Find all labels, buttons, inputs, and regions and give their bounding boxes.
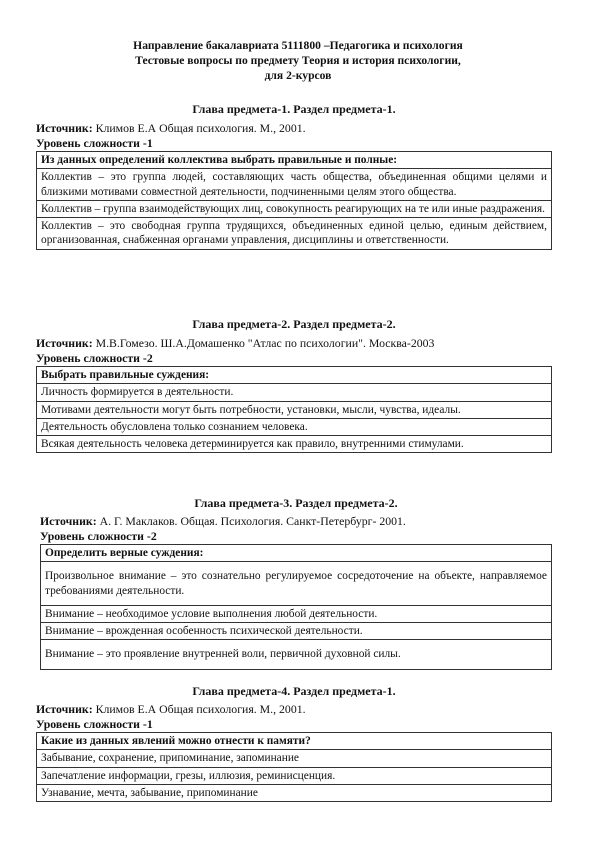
source-label: Источник: [40, 514, 97, 528]
answer-option[interactable]: Личность формируется в деятельности. [37, 384, 552, 401]
answer-option[interactable]: Коллектив – группа взаимодействующих лиц, совокупность реагирующих на те или иные раздражения. [37, 200, 552, 217]
source-text: Климов Е.А Общая психология. М., 2001. [92, 121, 306, 135]
source-line [36, 336, 552, 351]
answer-option[interactable]: Запечатление информации, грезы, иллюзия, реминисценция. [37, 767, 552, 784]
answer-option[interactable]: Внимание – это проявление внутренней воли, первичной духовной силы. [41, 640, 552, 669]
answer-option[interactable]: Коллектив – это группа людей, составляющих часть общества, объединенная общими целями и близкими мотивами совместной деятельности, подчиненными целям этого общества. [37, 169, 552, 201]
source-line [36, 702, 552, 717]
header-line-2: Тестовые вопросы по предмету Теория и история психологии, [135, 54, 461, 67]
chapter-heading: Глава предмета-3. Раздел предмета-2. [194, 496, 398, 510]
source-text: М.В.Гомезо. Ш.А.Домашенко "Атлас по психологии". Москва-2003 [92, 336, 435, 350]
question-text: Выбрать правильные суждения: [37, 367, 552, 384]
question-text: Какие из данных явлений можно отнести к памяти? [37, 733, 552, 750]
test-section-1 [36, 102, 552, 250]
answer-option[interactable]: Коллектив – это свободная группа трудящихся, объединенных единой целью, единым действием, организованная, снабженная органами управления, дисциплины и ответственности. [37, 218, 552, 250]
question-table [36, 732, 552, 802]
test-section-3 [40, 496, 552, 670]
test-section-4 [36, 684, 552, 802]
question-text: Из данных определений коллектива выбрать правильные и полные: [37, 152, 552, 169]
chapter-heading: Глава предмета-2. Раздел предмета-2. [192, 317, 396, 331]
answer-option[interactable]: Забывание, сохранение, припоминание, запоминание [37, 750, 552, 767]
difficulty-level: Уровень сложности -2 [40, 529, 157, 543]
source-label: Источник: [36, 336, 93, 350]
answer-option[interactable]: Узнавание, мечта, забывание, припоминание [37, 784, 552, 801]
question-text: Определить верные суждения: [41, 545, 552, 562]
answer-option[interactable]: Мотивами деятельности могут быть потребности, установки, мысли, чувства, идеалы. [37, 401, 552, 418]
document-header [36, 38, 560, 83]
header-line-1: Направление бакалавриата 5111800 –Педагогика и психология [133, 39, 463, 52]
source-line [40, 514, 552, 529]
answer-option[interactable]: Всякая деятельность человека детерминируется как правило, внутренними стимулами. [37, 436, 552, 453]
question-table [40, 544, 552, 670]
chapter-heading: Глава предмета-4. Раздел предмета-1. [192, 684, 396, 698]
chapter-heading: Глава предмета-1. Раздел предмета-1. [192, 102, 396, 116]
source-text: А. Г. Маклаков. Общая. Психология. Санкт-Петербург- 2001. [96, 514, 406, 528]
difficulty-level: Уровень сложности -1 [36, 136, 153, 150]
answer-option[interactable]: Внимание – необходимое условие выполнения любой деятельности. [41, 605, 552, 622]
header-line-3: для 2-курсов [264, 69, 332, 82]
source-label: Источник: [36, 702, 93, 716]
source-label: Источник: [36, 121, 93, 135]
source-line [36, 121, 552, 136]
test-section-2 [36, 317, 552, 453]
answer-option[interactable]: Деятельность обусловлена только сознанием человека. [37, 418, 552, 435]
answer-option[interactable]: Произвольное внимание – это сознательно регулируемое сосредоточение на объекте, направляемое требованиями деятельности. [41, 562, 552, 606]
answer-option[interactable]: Внимание – врожденная особенность психической деятельности. [41, 623, 552, 640]
question-table [36, 366, 552, 453]
difficulty-level: Уровень сложности -1 [36, 717, 153, 731]
difficulty-level: Уровень сложности -2 [36, 351, 153, 365]
source-text: Климов Е.А Общая психология. М., 2001. [92, 702, 306, 716]
question-table [36, 151, 552, 250]
